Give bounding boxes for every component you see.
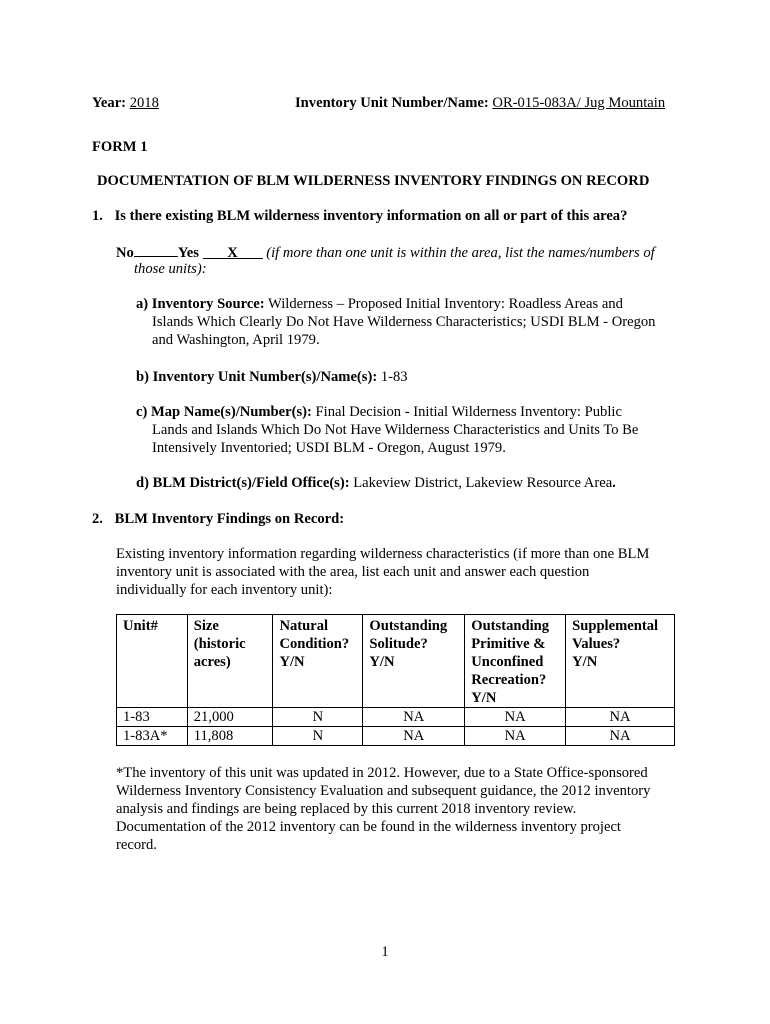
yes-mark: X	[203, 244, 263, 259]
item-unit-numbers	[136, 368, 712, 386]
cell-recreation: NA	[465, 727, 566, 746]
findings-table	[116, 614, 675, 746]
cell-solitude: NA	[363, 727, 465, 746]
table-row	[117, 727, 675, 746]
table-row	[117, 708, 675, 727]
map-names-line-2: Lands and Islands Which Do Not Have Wilderness Characteristics and Units To Be	[152, 422, 639, 438]
findings-intro-line-2: inventory unit is associated with the area, list each unit and answer each question	[116, 564, 590, 580]
header-unit: Unit#	[117, 615, 188, 708]
cell-size: 11,808	[187, 727, 273, 746]
footnote-line-1: *The inventory of this unit was updated in 2012. However, due to a State Office-sponsored	[116, 765, 648, 781]
unit-numbers-label: b) Inventory Unit Number(s)/Name(s):	[136, 369, 378, 385]
unit-numbers-value: 1-83	[380, 369, 408, 385]
cell-recreation: NA	[465, 708, 566, 727]
footnote-line-3: analysis and findings are being replaced by this current 2018 inventory review.	[116, 801, 577, 817]
cell-supplemental: NA	[566, 727, 675, 746]
page-number: 1	[381, 944, 389, 960]
yes-label: Yes	[177, 245, 199, 261]
inventory-source-line-1: Wilderness – Proposed Initial Inventory: Roadless Areas and	[268, 296, 623, 312]
findings-intro-line-3: individually for each inventory unit):	[116, 582, 333, 598]
table-header-row	[117, 615, 675, 708]
inventory-unit-field	[295, 94, 665, 112]
cell-natural: N	[273, 708, 363, 727]
district-label: d) BLM District(s)/Field Office(s):	[136, 475, 350, 491]
question-1-text: Is there existing BLM wilderness inventory information on all or part of this area?	[114, 208, 628, 224]
units-note: (if more than one unit is within the area, list the names/numbers of	[266, 245, 655, 261]
header-supplemental-values: Supplemental Values? Y/N	[566, 615, 675, 708]
document-title: DOCUMENTATION OF BLM WILDERNESS INVENTORY FINDINGS ON RECORD	[97, 173, 650, 189]
form-label: FORM 1	[92, 139, 148, 155]
question-2-text: BLM Inventory Findings on Record:	[114, 511, 345, 527]
item-inventory-source	[136, 295, 712, 349]
cell-unit: 1-83A*	[117, 727, 188, 746]
cell-unit: 1-83	[117, 708, 188, 727]
yes-no-answer	[116, 242, 696, 262]
cell-size: 21,000	[187, 708, 273, 727]
no-blank	[134, 242, 178, 257]
cell-solitude: NA	[363, 708, 465, 727]
inventory-unit-label: Inventory Unit Number/Name:	[295, 95, 489, 111]
year-label: Year:	[92, 95, 127, 111]
header-natural-condition: Natural Condition? Y/N	[273, 615, 363, 708]
inventory-source-line-3: and Washington, April 1979.	[152, 332, 320, 348]
item-map-names	[136, 403, 712, 457]
question-2	[92, 510, 344, 528]
map-names-line-1: Final Decision - Initial Wilderness Inventory: Public	[315, 404, 622, 420]
units-note-continued: those units):	[134, 261, 207, 277]
footnote-line-2: Wilderness Inventory Consistency Evaluation and subsequent guidance, the 2012 inventory	[116, 783, 651, 799]
footnote-line-5: record.	[116, 837, 157, 853]
header-recreation: Outstanding Primitive & Unconfined Recreation? Y/N	[465, 615, 566, 708]
inventory-source-line-2: Islands Which Clearly Do Not Have Wilderness Characteristics; USDI BLM - Oregon	[152, 314, 656, 330]
cell-natural: N	[273, 727, 363, 746]
footnote	[116, 764, 696, 854]
footnote-line-4: Documentation of the 2012 inventory can be found in the wilderness inventory project	[116, 819, 621, 835]
findings-intro	[116, 545, 696, 599]
question-2-number: 2.	[92, 511, 103, 527]
header-solitude: Outstanding Solitude? Y/N	[363, 615, 465, 708]
header-size: Size (historic acres)	[187, 615, 273, 708]
year-field	[92, 94, 159, 112]
inventory-unit-value: OR-015-083A/ Jug Mountain	[492, 95, 666, 111]
inventory-source-label: a) Inventory Source:	[136, 296, 265, 312]
item-district	[136, 474, 712, 492]
map-names-label: c) Map Name(s)/Number(s):	[136, 404, 312, 420]
findings-intro-line-1: Existing inventory information regarding wilderness characteristics (if more than one BLM	[116, 546, 650, 562]
question-1	[92, 207, 627, 225]
no-label: No	[116, 245, 134, 261]
map-names-line-3: Intensively Inventoried; USDI BLM - Oregon, August 1979.	[152, 440, 506, 456]
year-value: 2018	[129, 95, 159, 111]
cell-supplemental: NA	[566, 708, 675, 727]
district-value: Lakeview District, Lakeview Resource Area	[353, 475, 613, 491]
question-1-number: 1.	[92, 208, 103, 224]
district-period: .	[612, 475, 616, 491]
